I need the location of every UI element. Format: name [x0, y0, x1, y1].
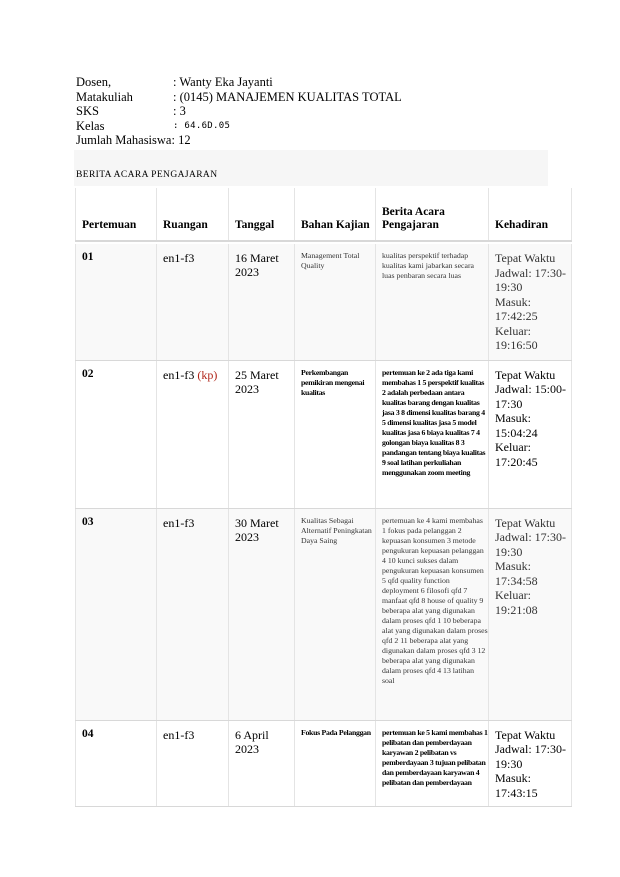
info-row-matakuliah [76, 90, 402, 105]
info-label: Kelas [76, 118, 105, 133]
cell-pertemuan: 03 [76, 508, 157, 720]
cell-bahan-kajian: Kualitas Sebagai Alternatif Peningkatan Daya Saing [295, 508, 376, 720]
room-code: en1-f3 [163, 515, 195, 530]
header-bahan-kajian: Bahan Kajian [295, 188, 376, 241]
cell-ruangan [157, 360, 229, 508]
cell-bahan-kajian: Perkembangan pemikiran mengenai kualitas [295, 360, 376, 508]
attendance-masuk: Masuk: 17:43:15 [495, 771, 538, 800]
attendance-jadwal: Jadwal: 15:00-17:30 [495, 382, 566, 411]
berita-acara-table [75, 188, 572, 807]
info-label: Matakuliah [76, 89, 133, 104]
cell-kehadiran [489, 244, 572, 360]
attendance-keluar: Keluar: 19:16:50 [495, 323, 538, 352]
cell-tanggal: 25 Maret 2023 [229, 360, 295, 508]
table-row [76, 244, 572, 360]
info-label: SKS [76, 104, 99, 118]
title-band [74, 150, 548, 186]
attendance-masuk: Masuk: 17:34:58 [495, 559, 538, 588]
info-row-kelas [76, 119, 402, 134]
cell-berita-acara: pertemuan ke 5 kami membahas 1 pelibatan dan pemberdayaan karyawan 2 pelibatan vs pemberdayaan 3 tujuan pelibatan dan pemberdayaan karyawan 4 pelibatan dan pemberdayaan [376, 720, 489, 806]
attendance-status: Tepat Waktu [495, 367, 556, 382]
header-kehadiran: Kehadiran [489, 188, 572, 241]
room-code: en1-f3 [163, 727, 195, 742]
table-row [76, 720, 572, 806]
attendance-status: Tepat Waktu [495, 727, 556, 742]
room-code: en1-f3 [163, 251, 195, 265]
info-row-jumlah-mahasiswa [76, 133, 402, 148]
attendance-masuk: Masuk: 15:04:24 [495, 411, 538, 440]
attendance-status: Tepat Waktu [495, 251, 556, 265]
table-header-row [76, 188, 572, 241]
cell-pertemuan: 01 [76, 244, 157, 360]
section-title: BERITA ACARA PENGAJARAN [76, 170, 218, 180]
cell-pertemuan: 04 [76, 720, 157, 806]
table-row [76, 360, 572, 508]
attendance-keluar: Keluar: 19:21:08 [495, 588, 538, 617]
cell-tanggal: 30 Maret 2023 [229, 508, 295, 720]
cell-ruangan [157, 508, 229, 720]
info-row-dosen [76, 75, 402, 90]
header-pertemuan: Pertemuan [76, 188, 157, 241]
attendance-jadwal: Jadwal: 17:30-19:30 [495, 530, 566, 559]
cell-berita-acara: kualitas perspektif terhadap kualitas kami jabarkan secara luas penbaran secara luas [376, 244, 489, 360]
cell-berita-acara: pertemuan ke 2 ada tiga kami membahas 1 5 perspektif kualitas 2 adalah perbedaan antara kualitas barang dengan kualitas jasa 3 8 dimensi kualitas barang 4 5 dimensi kualitas jasa 5 model kualitas jasa 6 biaya kualitas 7 4 golongan biaya kualitas 8 3 pandangan tentang biaya kualitas 9 soal latihan perkuliahan menggunakan zoom meeting [376, 360, 489, 508]
cell-bahan-kajian: Management Total Quality [295, 244, 376, 360]
cell-kehadiran [489, 360, 572, 508]
cell-berita-acara: pertemuan ke 4 kami membahas 1 fokus pada pelanggan 2 kepuasan konsumen 3 metode pengukuran kepuasan pelanggan 4 10 kunci sukses dalam pengukuran kepuasan konsumen 5 qfd quality function deployment 6 filosofi qfd 7 manfaat qfd 8 house of quality 9 beberapa alat yang digunakan dalam proses qfd 1 10 beberapa alat yang digunakan dalam proses qfd 2 11 beberapa alat yang digunakan dalam proses qfd 3 12 beberapa alat yang digunakan dalam proses qfd 4 13 latihan soal [376, 508, 489, 720]
header-berita-acara: Berita Acara Pengajaran [376, 188, 489, 241]
room-tag: (kp) [197, 367, 218, 382]
info-value: : 64.6D.05 [173, 120, 231, 131]
cell-pertemuan: 02 [76, 360, 157, 508]
info-row-sks [76, 104, 402, 119]
room-code: en1-f3 [163, 367, 195, 382]
info-value: : 3 [173, 104, 186, 118]
cell-kehadiran [489, 508, 572, 720]
cell-tanggal: 6 April 2023 [229, 720, 295, 806]
attendance-jadwal: Jadwal: 17:30-19:30 [495, 742, 566, 771]
info-value: : (0145) MANAJEMEN KUALITAS TOTAL [173, 89, 402, 104]
attendance-jadwal: Jadwal: 17:30-19:30 [495, 265, 566, 294]
info-value: : 12 [171, 133, 191, 147]
cell-bahan-kajian: Fokus Pada Pelanggan [295, 720, 376, 806]
cell-kehadiran [489, 720, 572, 806]
table-row [76, 508, 572, 720]
course-info [76, 75, 402, 148]
cell-tanggal: 16 Maret 2023 [229, 244, 295, 360]
cell-ruangan [157, 244, 229, 360]
attendance-keluar: Keluar: 17:20:45 [495, 440, 538, 469]
attendance-status: Tepat Waktu [495, 515, 556, 530]
info-label: Dosen, [76, 75, 112, 89]
cell-ruangan [157, 720, 229, 806]
attendance-masuk: Masuk: 17:42:25 [495, 294, 538, 323]
info-label: Jumlah Mahasiswa [76, 133, 172, 147]
info-value: : Wanty Eka Jayanti [173, 75, 273, 89]
header-ruangan: Ruangan [157, 188, 229, 241]
header-tanggal: Tanggal [229, 188, 295, 241]
